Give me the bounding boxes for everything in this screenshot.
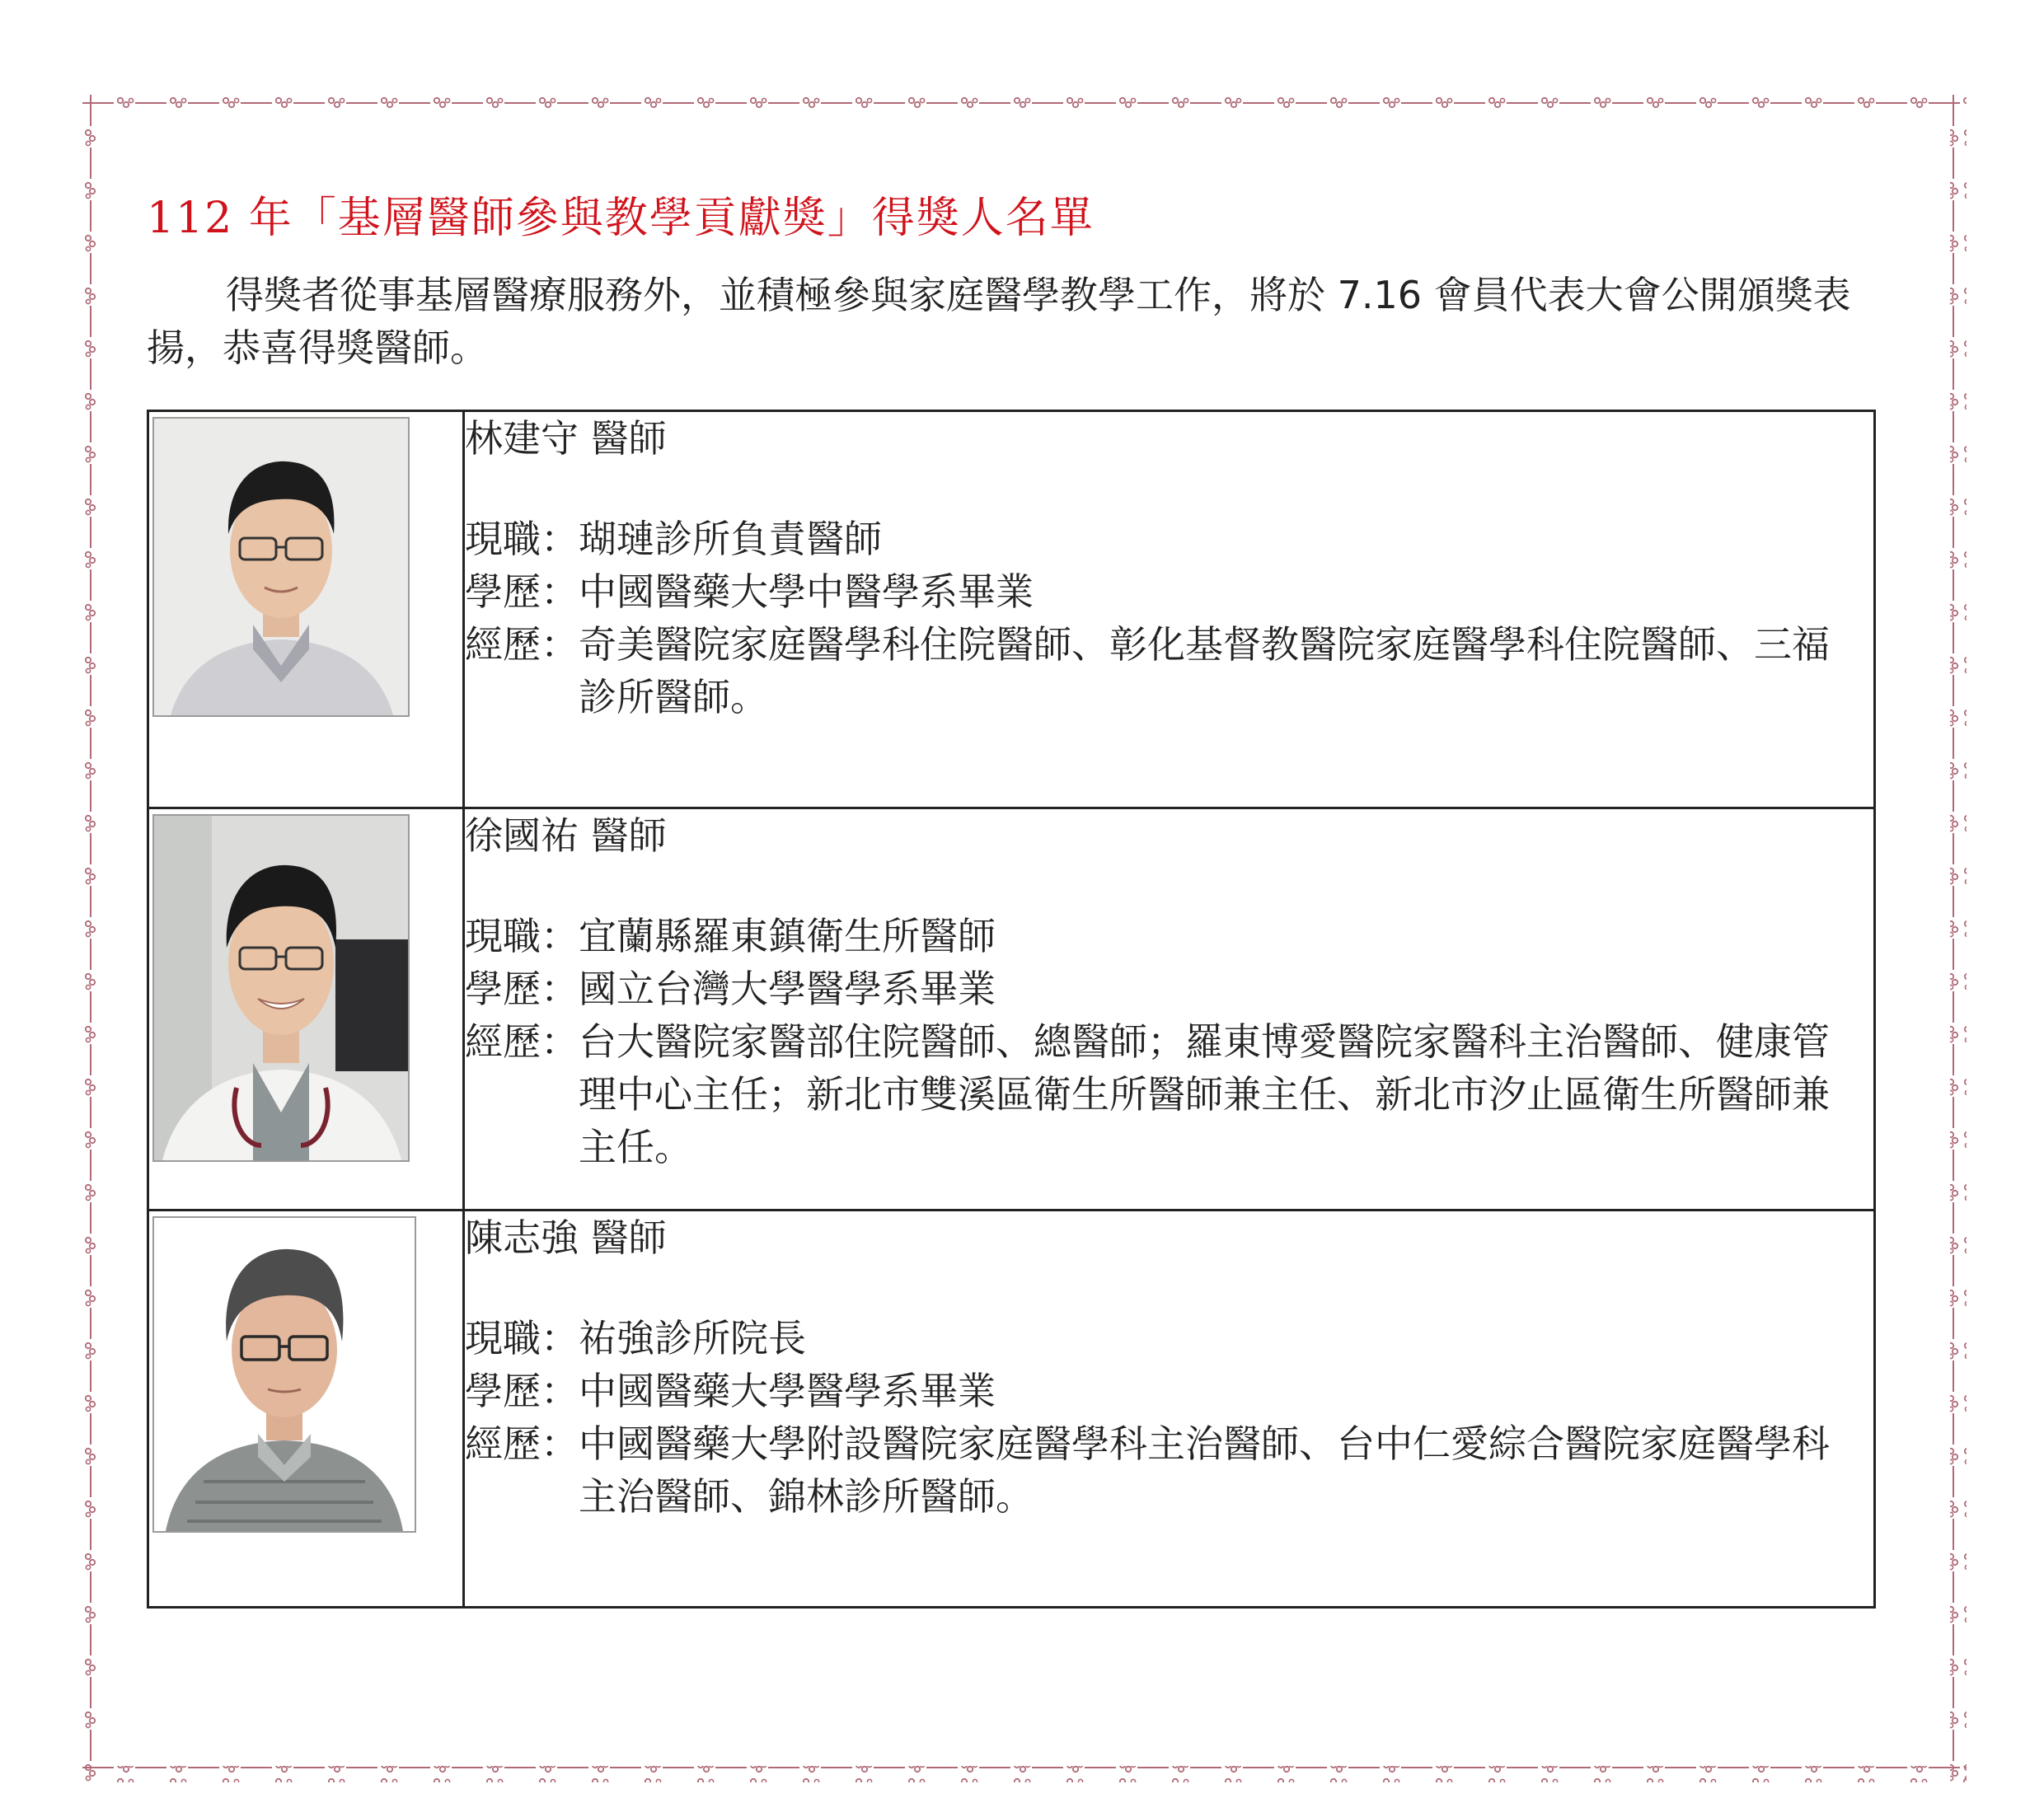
page-title: 112 年「基層醫師參與教學貢獻獎」得獎人名單 [147, 194, 1095, 243]
value: 中國醫藥大學醫學系畢業 [579, 1369, 996, 1413]
value: 宜蘭縣羅東鎮衛生所醫師 [579, 914, 996, 958]
value: 祐強診所院長 [579, 1316, 806, 1360]
awardee-info [464, 808, 1875, 1211]
education [465, 962, 1873, 1015]
table-row [148, 411, 1875, 808]
intro-paragraph: 得獎者從事基層醫療服務外，並積極參與家庭醫學教學工作，將於 7.16 會員代表大會公開頒獎表揚，恭喜得獎醫師。 [147, 273, 1851, 370]
awardee-info [464, 1211, 1875, 1608]
table-row [148, 1211, 1875, 1608]
photo-cell [148, 808, 464, 1211]
label: 現職： [465, 914, 579, 958]
value: 奇美醫院家庭醫學科住院醫師、彰化基督教醫院家庭醫學科住院醫師、三福診所醫師。 [579, 622, 1830, 719]
awardee-info [464, 411, 1875, 808]
label: 學歷： [465, 1369, 579, 1413]
value: 台大醫院家醫部住院醫師、總醫師；羅東博愛醫院家醫科主治醫師、健康管理中心主任；新北市雙溪區衛生所醫師兼主任、新北市汐止區衛生所醫師兼主任。 [579, 1019, 1830, 1169]
awardee-name: 徐國祐 醫師 [465, 813, 667, 858]
value: 中國醫藥大學附設醫院家庭醫學科主治醫師、台中仁愛綜合醫院家庭醫學科主治醫師、錦林診所醫師。 [579, 1421, 1830, 1519]
label: 現職： [465, 517, 579, 561]
experience [465, 1417, 1873, 1523]
portrait-photo [152, 814, 410, 1162]
portrait-photo [152, 1216, 416, 1533]
label: 經歷： [465, 1019, 579, 1064]
value: 瑚璉診所負責醫師 [579, 517, 882, 561]
awardee-table [147, 410, 1876, 1609]
photo-cell [148, 411, 464, 808]
portrait-photo [152, 417, 410, 717]
education [465, 565, 1873, 618]
experience [465, 618, 1873, 724]
current-position [465, 910, 1873, 962]
photo-cell [148, 1211, 464, 1608]
label: 經歷： [465, 622, 579, 667]
label: 現職： [465, 1316, 579, 1360]
value: 中國醫藥大學中醫學系畢業 [579, 569, 1034, 614]
education [465, 1365, 1873, 1417]
label: 學歷： [465, 967, 579, 1011]
label: 經歷： [465, 1421, 579, 1466]
current-position [465, 513, 1873, 565]
awardee-name: 林建守 醫師 [465, 416, 667, 461]
value: 國立台灣大學醫學系畢業 [579, 967, 996, 1011]
label: 學歷： [465, 569, 579, 614]
awardee-name: 陳志強 醫師 [465, 1215, 667, 1260]
current-position [465, 1312, 1873, 1365]
table-row [148, 808, 1875, 1211]
experience [465, 1015, 1873, 1173]
